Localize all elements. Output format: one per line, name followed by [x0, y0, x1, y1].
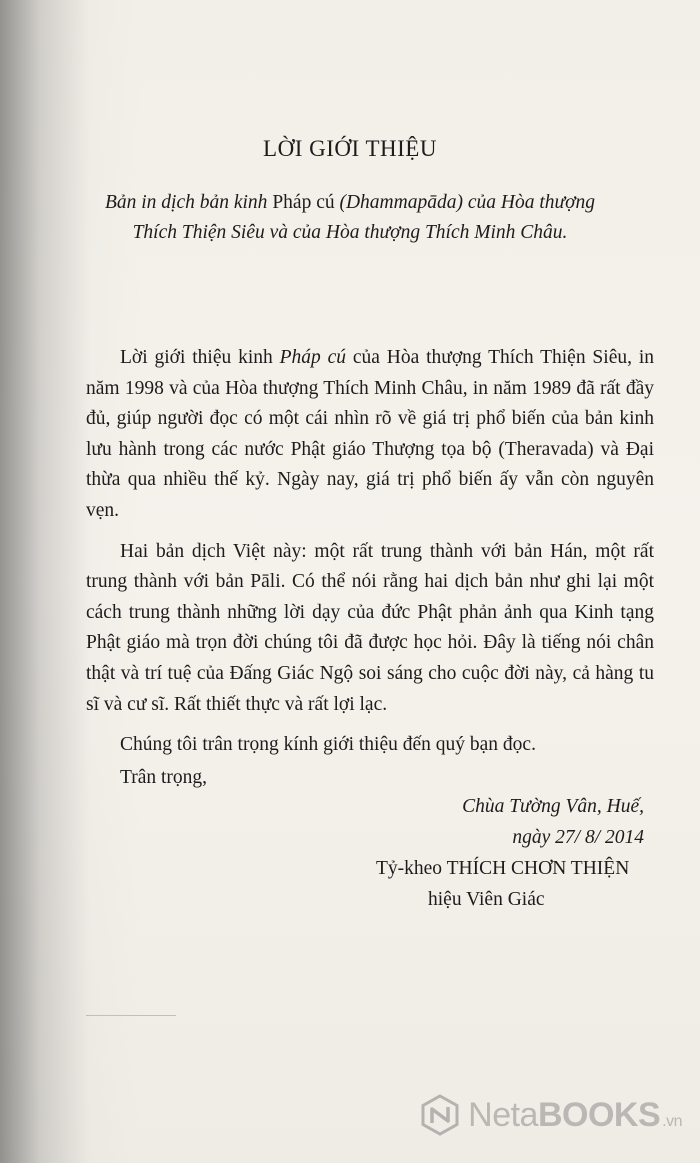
body-text [86, 343, 654, 793]
subtitle-book-title: Pháp cú [272, 192, 335, 213]
watermark-logo [418, 1093, 682, 1137]
watermark-suffix: .vn [662, 1112, 682, 1130]
watermark-brand-b: BOOKS [537, 1095, 661, 1134]
subtitle-line-2: Thích Thiện Siêu và của Hòa thượng Thích Minh Châu. [132, 222, 568, 243]
paragraph-1-start: Lời giới thiệu kinh [120, 347, 280, 368]
cube-logo-icon [418, 1093, 462, 1137]
subtitle-part-1: Bản in dịch bản kinh [104, 192, 273, 213]
paragraph-1-rest: của Hòa thượng Thích Thiện Siêu, in năm 1998 và của Hòa thượng Thích Minh Châu, in năm 1989 đã rất đầy đủ, giúp người đọc có một cái nhìn rõ về giá trị phổ biến của bản kinh lưu hành trong các nước Phật giáo Thượng tọa bộ (Theravada) và Đại thừa qua nhiều thế kỷ. Ngày nay, giá trị phổ biến ấy vẫn còn nguyên vẹn. [86, 347, 654, 521]
signature-date: ngày 27/ 8/ 2014 [512, 827, 644, 848]
subtitle-part-2: (Dhammapāda) của Hòa thượng [334, 192, 596, 213]
watermark-text [468, 1096, 682, 1135]
signer-name: Tỷ-kheo THÍCH CHƠN THIỆN [376, 858, 630, 879]
paragraph-2: Hai bản dịch Việt này: một rất trung thành với bản Hán, một rất trung thành với bản Pāli. Có thể nói rằng hai dịch bản như ghi lại một cách trung thành những lời dạy của đức Phật phản ảnh qua Kinh tạng Phật giáo mà trọn đời chúng tôi đã được học hỏi. Đây là tiếng nói chân thật và trí tuệ của Đấng Giác Ngộ soi sáng cho cuộc đời này, cả hàng tu sĩ và cư sĩ. Rất thiết thực và rất lợi lạc. [86, 540, 654, 715]
page-heading: LỜI GIỚI THIỆU [263, 136, 437, 161]
closing-salutation: Trân trọng, [120, 766, 208, 788]
signer-block [376, 853, 629, 915]
signer-title: hiệu Viên Giác [428, 889, 545, 910]
footnote-divider [86, 1015, 176, 1016]
paragraph-1 [86, 343, 654, 527]
signature-place: Chùa Tường Vân, Huế, [462, 796, 644, 817]
paragraph-1-book-title: Pháp cú [279, 347, 346, 368]
paragraph-3: Chúng tôi trân trọng kính giới thiệu đến quý bạn đọc. [120, 734, 536, 756]
watermark-brand-a: Neta [468, 1095, 538, 1134]
subtitle [60, 188, 640, 248]
signature-place-date [462, 791, 644, 853]
